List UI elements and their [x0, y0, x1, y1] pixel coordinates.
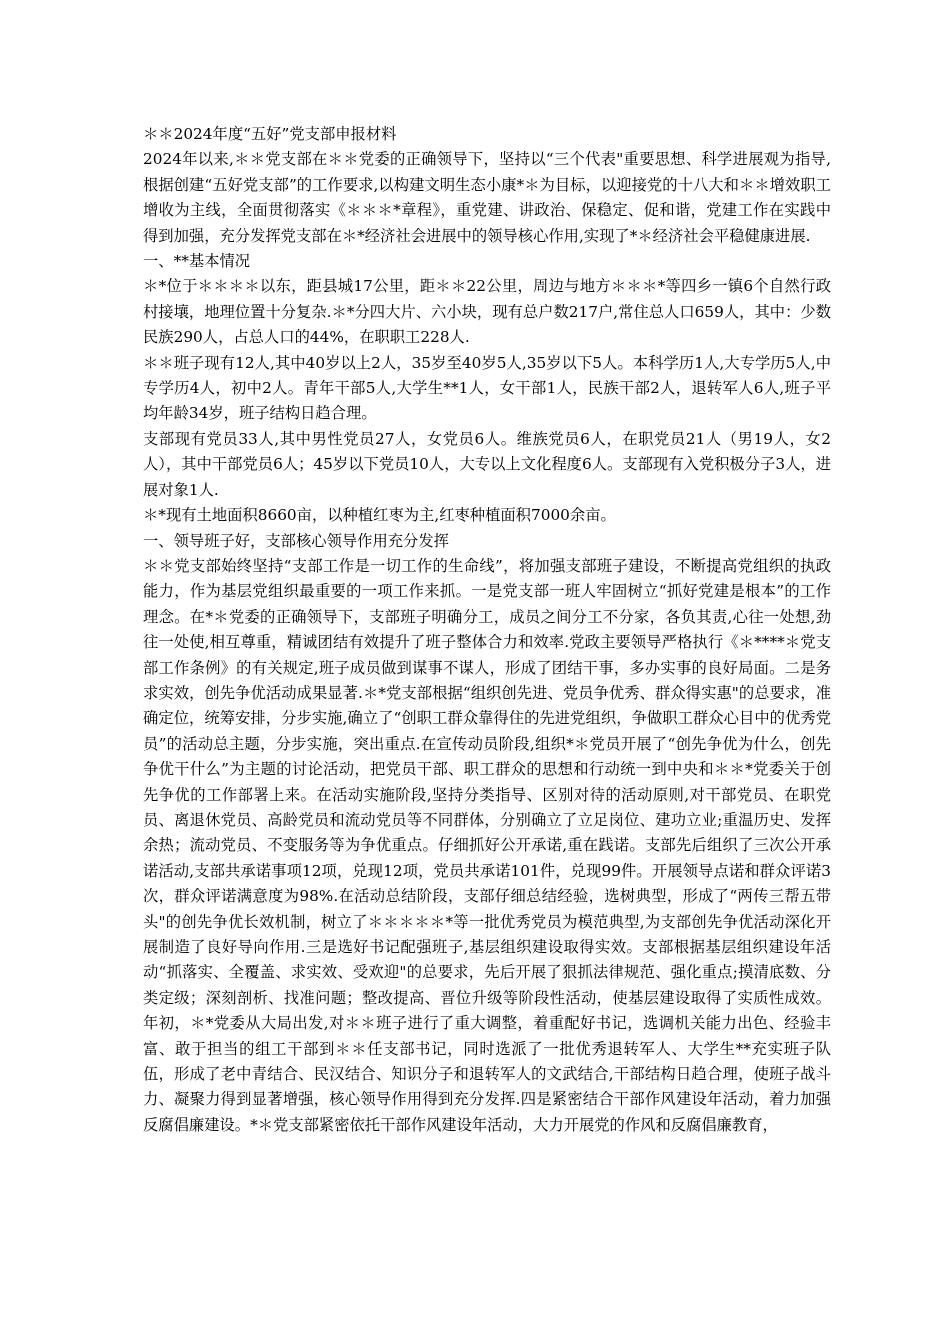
- members-paragraph: 支部现有党员33人,其中男性党员27人，女党员6人。维族党员6人，在职党员21人（男19人，女2人），其中干部党员6人；45岁以下党员10人，大专以上文化程度6人。支部现有入党积极分子3人，进展对象1人.: [143, 429, 831, 499]
- intro-paragraph: 2024年以来,＊＊党支部在＊＊党委的正确领导下，坚持以“三个代表"重要思想、科学进展观为指导,根据创建“五好党支部”的工作要求,以构建文明生态小康*＊为目标，以迎接党的十八大和＊＊增效职工增收为主线，全面贯彻落实《＊＊＊*章程》，重党建、讲政治、保稳定、促和谐，党建工作在实践中得到加强，充分发挥党支部在＊*经济社会进展中的领导核心作用,实现了*＊经济社会平稳健康进展.: [143, 150, 831, 245]
- location-paragraph: ＊*位于＊＊＊＊以东，距县城17公里，距＊＊22公里，周边与地方＊＊＊*等四乡一镇6个自然行政村接壤，地理位置十分复杂.＊*分四大片、六小块，现有总户数217户,常住总人口659人，其中：少数民族290人，占总人口的44%，在职职工228人.: [143, 277, 831, 347]
- team-paragraph: ＊＊班子现有12人,其中40岁以上2人，35岁至40岁5人,35岁以下5人。本科学历1人,大专学历5人,中专学历4人，初中2人。青年干部5人,大学生**1人，女干部1人，民族干部2人，退转军人6人,班子平均年龄34岁，班子结构日趋合理。: [143, 353, 831, 423]
- document-body: [143, 122, 831, 1138]
- section-heading-basic-info: 一、**基本情况: [143, 252, 251, 271]
- section-heading-leadership: 一、领导班子好，支部核心领导作用充分发挥: [143, 531, 449, 550]
- document-title: ＊＊2024年度“五好”党支部申报材料: [143, 125, 397, 143]
- leadership-paragraph: ＊＊党支部始终坚持“支部工作是一切工作的生命线”，将加强支部班子建设，不断提高党组织的执政能力，作为基层党组织最重要的一项工作来抓。一是党支部一班人牢固树立“抓好党建是根本”的工作理念。在*＊党委的正确领导下，支部班子明确分工，成员之间分工不分家，各负其责,心往一处想,劲往一处使,相互尊重，精诚团结有效提升了班子整体合力和效率.党政主要领导严格执行《＊****＊党支部工作条例》的有关规定,班子成员做到谋事不谋人，形成了团结干事，多办实事的良好局面。二是务求实效，创先争优活动成果显著.＊*党支部根据“组织创先进、党员争优秀、群众得实惠"的总要求，准确定位，统筹安排，分步实施,确立了“创职工群众靠得住的先进党组织，争做职工群众心目中的优秀党员”的活动总主题，分步实施，突出重点.在宣传动员阶段,组织*＊党员开展了“创先争优为什么，创先争优干什么”为主题的讨论活动，把党员干部、职工群众的思想和行动统一到中央和＊＊*党委关于创先争优的工作部署上来。在活动实施阶段,坚持分类指导、区别对待的活动原则,对干部党员、在职党员、离退休党员、高龄党员和流动党员等不同群体，分别确立了立足岗位、建功立业;重温历史、发挥余热；流动党员、不变服务等为争优重点。仔细抓好公开承诺,重在践诺。支部先后组织了三次公开承诺活动,支部共承诺事项12项，兑现12项，党员共承诺101件，兑现99件。开展领导点诺和群众评诺3次，群众评诺满意度为98%.在活动总结阶段，支部仔细总结经验，选树典型，形成了“两传三帮五带头"的创先争优长效机制，树立了＊＊＊＊＊*等一批优秀党员为模范典型,为支部创先争优活动深化开展制造了良好导向作用.三是选好书记配强班子,基层组织建设取得实效。支部根据基层组织建设年活动“抓落实、全覆盖、求实效、受欢迎"的总要求，先后开展了狠抓法律规范、强化重点;摸清底数、分类定级；深刻剖析、找准问题；整改提高、晋位升级等阶段性活动，使基层建设取得了实质性成效。年初，＊*党委从大局出发,对＊＊班子进行了重大调整，着重配好书记，选调机关能力出色、经验丰富、敢于担当的组工干部到＊＊任支部书记，同时选派了一批优秀退转军人、大学生**充实班子队伍，形成了老中青结合、民汉结合、知识分子和退转军人的文武结合,干部结构日趋合理，使班子战斗力、凝聚力得到显著增强，核心领导作用得到充分发挥.四是紧密结合干部作风建设年活动，着力加强反腐倡廉建设。*＊党支部紧密依托干部作风建设年活动，大力开展党的作风和反腐倡廉教育，: [143, 556, 831, 1134]
- land-paragraph: ＊*现有土地面积8660亩，以种植红枣为主,红枣种植面积7000余亩。: [143, 506, 616, 525]
